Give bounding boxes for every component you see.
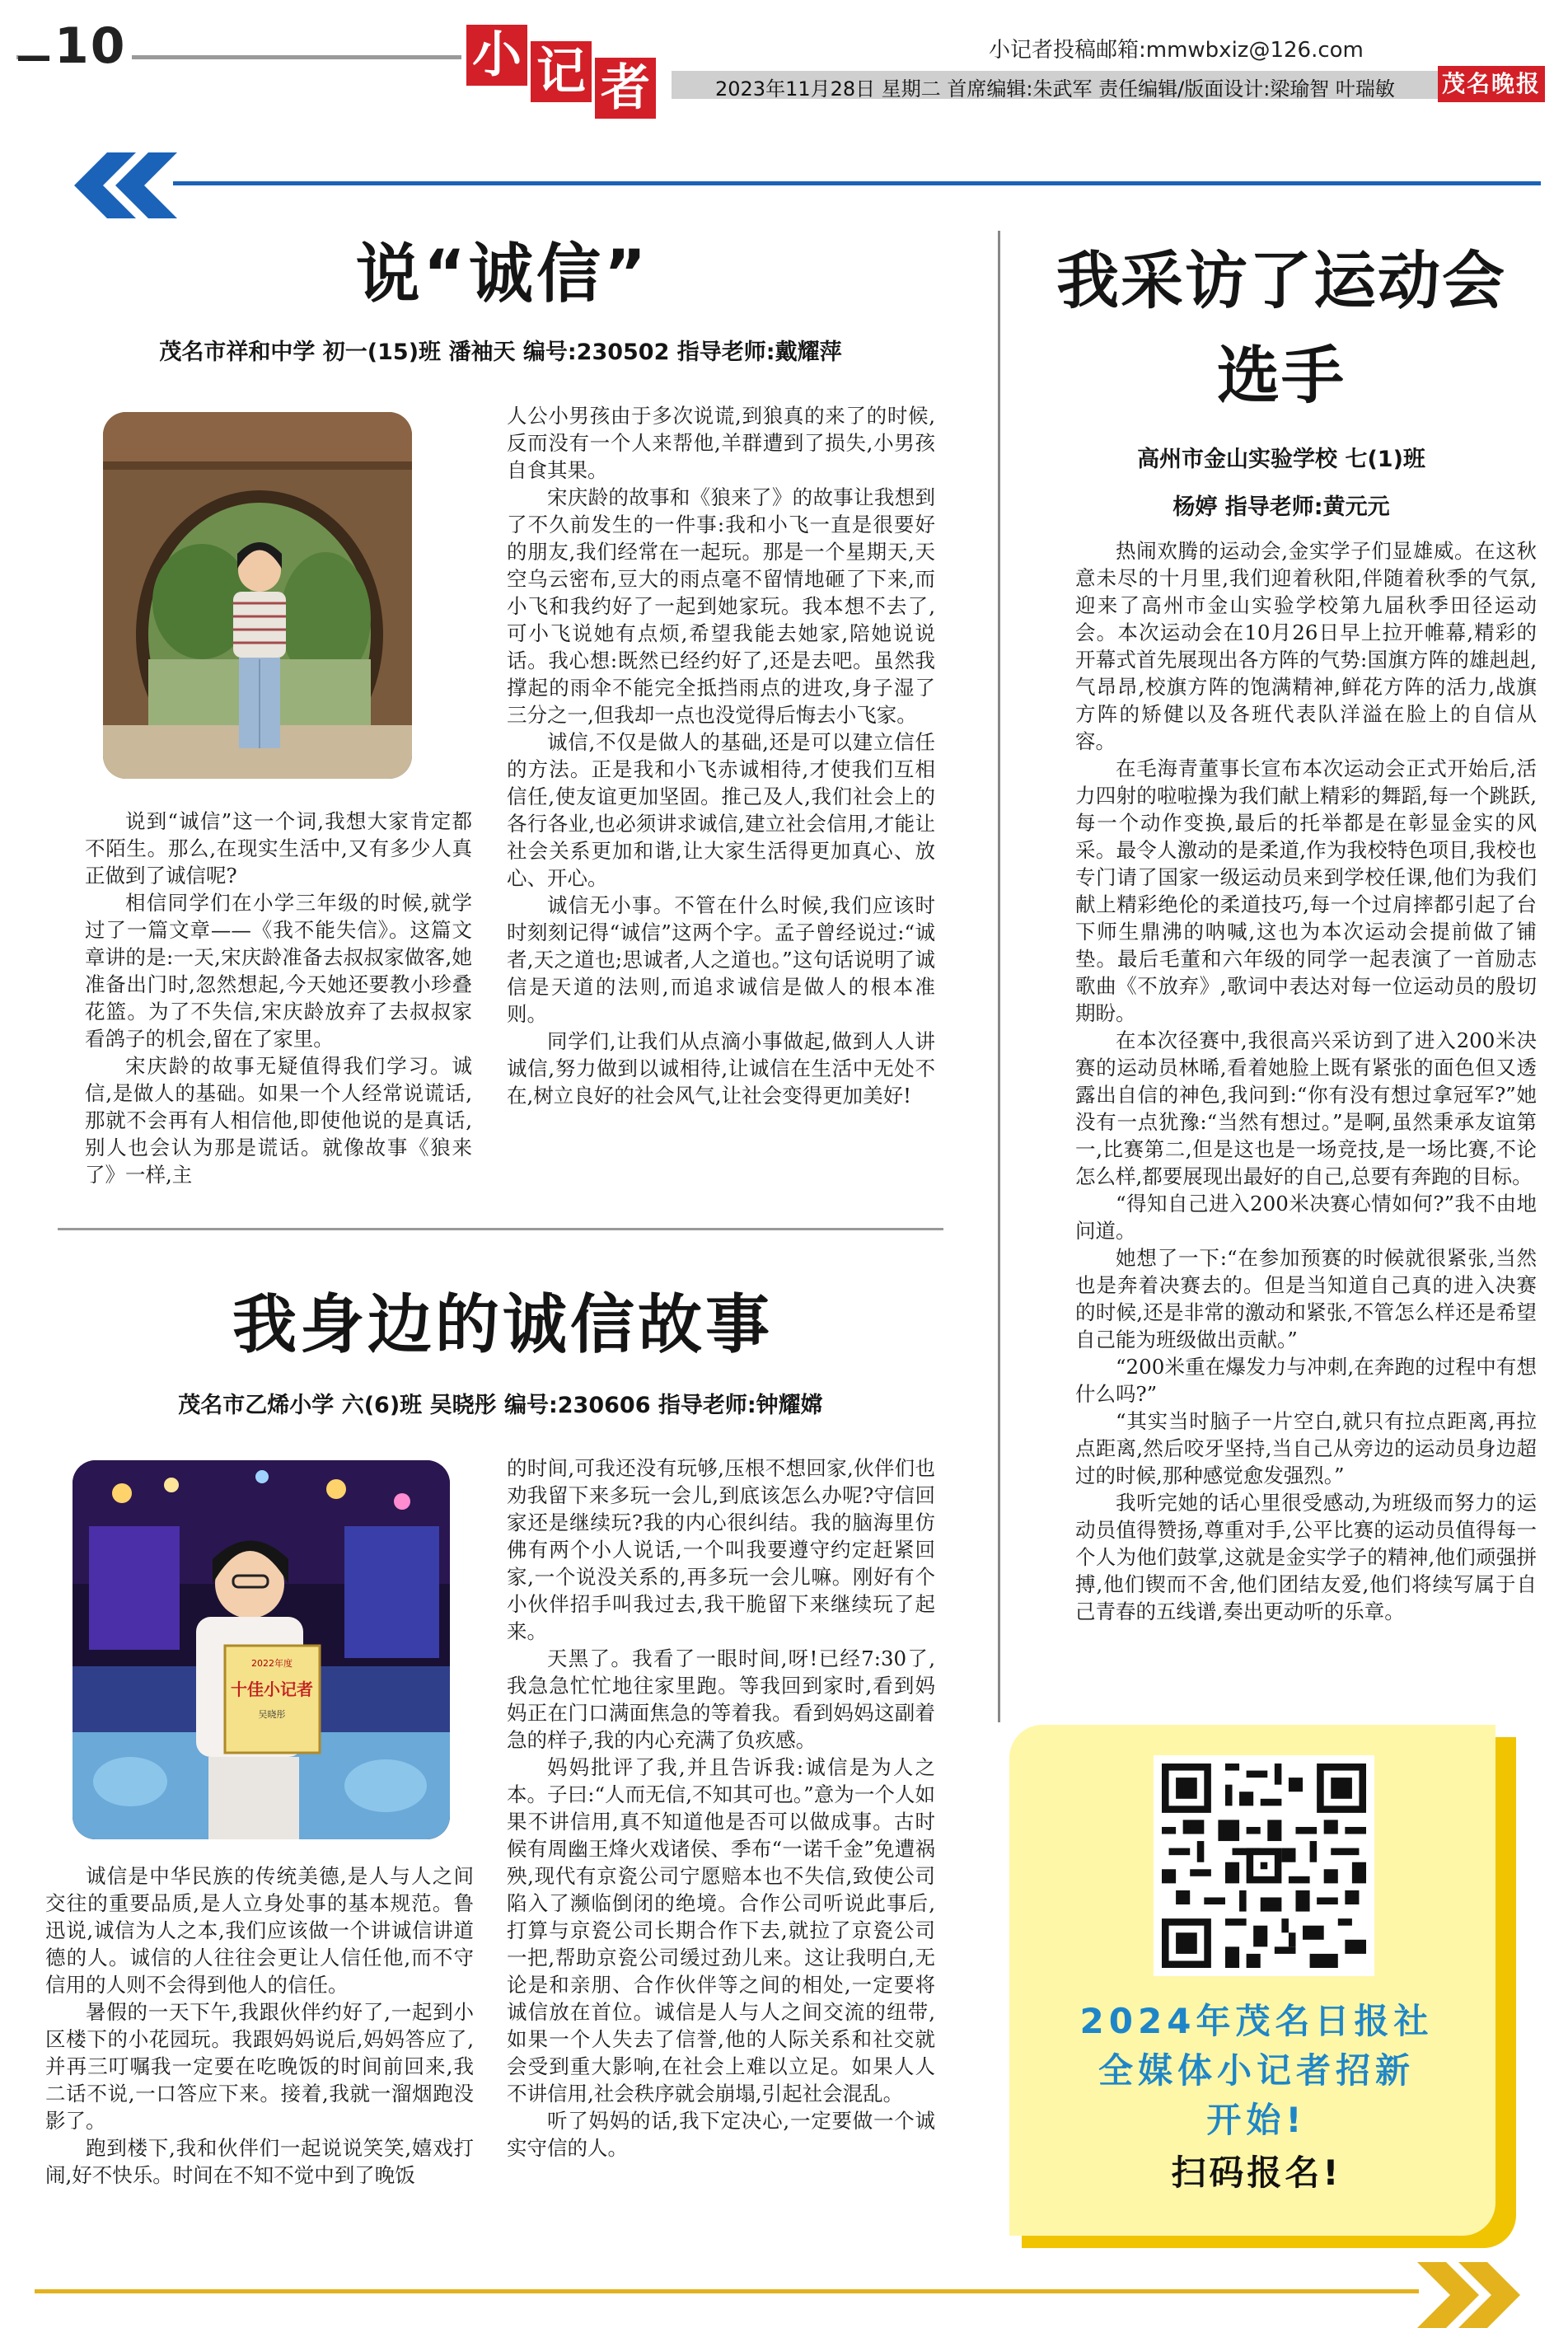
paragraph: 诚信,不仅是做人的基础,还是可以建立信任的方法。正是我和小飞赤诚相待,才使我们互相信任,使友谊更加坚固。推己及人,我们社会上的各行各业,也必须讲求诚信,建立社会信用,才能让社会关系更加和谐,让大家生活得更加真心、放心、开心。: [507, 730, 935, 890]
column-divider: [998, 231, 1000, 1722]
paragraph: 热闹欢腾的运动会,金实学子们显雄威。在这秋意未尽的十月里,我们迎着秋阳,伴随着秋季的气氛,迎来了高州市金山实验学校第九届秋季田径运动会。本次运动会在10月26日早上拉开帷幕,精彩的开幕式首先展现出各方阵的气势:国旗方阵的雄赳赳,气昂昂,校旗方阵的饱满精神,鲜花方阵的活力,战旗方阵的矫健以及各班代表队洋溢在脸上的自信从容。: [1075, 539, 1537, 753]
article3-title-line2: 选手: [1217, 339, 1346, 412]
article2-photo: [73, 1460, 450, 1839]
promo-call-to-action: 扫码报名!: [1171, 2152, 1342, 2193]
page-number: 10: [49, 21, 132, 71]
paragraph: 人公小男孩由于多次说谎,到狼真的来了的时候,反而没有一个人来帮他,羊群遭到了损失,小男孩自食其果。: [507, 404, 935, 482]
article2-byline: 茂名市乙烯小学 六(6)班 吴晓彤 编号:230606 指导老师:钟耀嫦: [178, 1393, 823, 1418]
paragraph: 听了妈妈的话,我下定决心,一定要做一个诚实守信的人。: [507, 2109, 935, 2160]
paragraph: 暑假的一天下午,我跟伙伴约好了,一起到小区楼下的小花园玩。我跟妈妈说后,妈妈答应了,并再三叮嘱我一定要在吃晚饭的时间前回来,我二话不说,一口答应下来。接着,我就一溜烟跑没影了。: [45, 2000, 474, 2133]
article1-photo: [103, 412, 412, 779]
certificate-year: 2022年度: [251, 1658, 293, 1669]
paragraph: 她想了一下:“在参加预赛的时候就很紧张,当然也是奔着决赛去的。但是当知道自己真的进入决赛的时候,还是非常的激动和紧张,不管怎么样还是希望自己能为班级做出贡献。”: [1075, 1246, 1537, 1351]
column-title: [466, 25, 672, 115]
header-meta: 2023年11月28日 星期二 首席编辑:朱武军 责任编辑/版面设计:梁瑜智 叶瑞敏: [715, 77, 1395, 101]
paragraph: 相信同学们在小学三年级的时候,就学过了一篇文章——《我不能失信》。这篇文章讲的是:一天,宋庆龄准备去叔叔家做客,她准备出门时,忽然想起,今天她还要教小珍叠花篮。为了不失信,宋庆龄放弃了去叔叔家看鸽子的机会,留在了家里。: [85, 891, 472, 1051]
promo-line-1: 2024年茂名日报社: [1079, 2001, 1434, 2041]
article2-column2: [507, 1454, 935, 2162]
article3-byline-author: 杨婷 指导老师:黄元元: [1172, 494, 1390, 520]
article1-column1: [85, 808, 472, 1188]
article3-title-line1: 我采访了运动会: [1056, 244, 1506, 317]
paragraph: 跑到楼下,我和伙伴们一起说说笑笑,嬉戏打闹,好不快乐。时间在不知不觉中到了晚饭: [45, 2136, 474, 2187]
paragraph: 诚信无小事。不管在什么时候,我们应该时时刻刻记得“诚信”这两个字。孟子曾经说过:“诚者,天之道也;思诚者,人之道也。”这句话说明了诚信是天道的法则,而追求诚信是做人的根本准则。: [507, 893, 935, 1026]
paragraph: 在毛海青董事长宣布本次运动会正式开始后,活力四射的啦啦操为我们献上精彩的舞蹈,每一个跳跃,每一个动作变换,最后的托举都是在彰显金实的风采。最令人激动的是柔道,作为我校特色项目,我校也专门请了国家一级运动员来到学校任课,他们为我们献上精彩绝伦的柔道技巧,每一个过肩摔都引起了台下师生鼎沸的呐喊,这也为本次运动会提前做了铺垫。最后毛董和六年级的同学一起表演了一首励志歌曲《不放弃》,歌词中表达对每一位运动员的殷切期盼。: [1075, 756, 1537, 1025]
paragraph: 同学们,让我们从点滴小事做起,做到人人讲诚信,努力做到以诚相待,让诚信在生活中无处不在,树立良好的社会风气,让社会变得更加美好!: [507, 1029, 935, 1108]
column-title-char: 者: [595, 58, 656, 119]
article2-title: 我身边的诚信故事: [232, 1288, 773, 1362]
newspaper-logo: 茂名晚报: [1438, 66, 1545, 102]
article-divider: [58, 1228, 943, 1230]
paragraph: 在本次径赛中,我很高兴采访到了进入200米决赛的运动员林晞,看着她脸上既有紧张的面色但又透露出自信的神色,我问到:“你有没有想过拿冠军?”她没有一点犹豫:“当然有想过。”是啊,虽然秉承友谊第一,比赛第二,但是这也是一场竞技,是一场比赛,不论怎么样,都要展现出最好的自己,总要有奔跑的目标。: [1075, 1028, 1537, 1188]
paragraph: “其实当时脑子一片空白,就只有拉点距离,再拉点距离,然后咬牙坚持,当自己从旁边的运动员身边超过的时候,那种感觉愈发强烈。”: [1075, 1409, 1537, 1487]
submission-email: 小记者投稿邮箱:mmwbxiz@126.com: [989, 38, 1364, 63]
paragraph: 宋庆龄的故事无疑值得我们学习。诚信,是做人的基础。如果一个人经常说谎话,那就不会再有人相信他,即使他说的是真话,别人也会认为那是谎话。就像故事《狼来了》一样,主: [85, 1054, 472, 1187]
paragraph: 天黑了。我看了一眼时间,呀!已经7:30了,我急急忙忙地往家里跑。等我回到家时,看到妈妈正在门口满面焦急的等着我。看到妈妈这副着急的样子,我的内心充满了负疚感。: [507, 1646, 935, 1752]
bottom-rule: [35, 2289, 1419, 2293]
top-rule: [173, 181, 1541, 185]
article1-byline: 茂名市祥和中学 初一(15)班 潘袖天 编号:230502 指导老师:戴耀萍: [159, 340, 842, 365]
chevron-right-icon: [1401, 2258, 1533, 2328]
article1-title: 说“诚信”: [355, 237, 650, 311]
paragraph: 妈妈批评了我,并且告诉我:诚信是为人之本。子曰:“人而无信,不知其可也。”意为一个人如果不讲信用,真不知道他是否可以做成事。古时候有周幽王烽火戏诸侯、季布“一诺千金”免遭祸殃,现代有京瓷公司宁愿赔本也不失信,致使公司陷入了濒临倒闭的绝境。合作公司听说此事后,打算与京瓷公司长期合作下去,就拉了京瓷公司一把,帮助京瓷公司缓过劲儿来。这让我明白,无论是和亲朋、合作伙伴等之间的相处,一定要将诚信放在首位。诚信是人与人之间交流的纽带,如果一个人失去了信誉,他的人际关系和社交就会受到重大影响,在社会上难以立足。如果人人不讲信用,社会秩序就会崩塌,引起社会混乱。: [507, 1755, 935, 2106]
certificate-title: 十佳小记者: [231, 1679, 313, 1699]
paragraph: 的时间,可我还没有玩够,压根不想回家,伙伴们也劝我留下来多玩一会儿,到底该怎么办呢?守信回家还是继续玩?我的内心很纠结。我的脑海里仿佛有两个小人说话,一个叫我要遵守约定赶紧回家,一个说没关系的,再多玩一会儿嘛。刚好有个小伙伴招手叫我过去,我干脆留下来继续玩了起来。: [507, 1456, 935, 1643]
article2-column1: [45, 1862, 474, 2189]
article3-byline-school: 高州市金山实验学校 七(1)班: [1137, 447, 1425, 472]
paragraph: 诚信是中华民族的传统美德,是人与人之间交往的重要品质,是人立身处事的基本规范。鲁迅说,诚信为人之本,我们应该做一个讲诚信讲道德的人。诚信的人往往会更让人信任他,而不守信用的人则不会得到他人的信任。: [45, 1864, 474, 1997]
paragraph: 我听完她的话心里很受感动,为班级而努力的运动员值得赞扬,尊重对手,公平比赛的运动员值得每一个人为他们鼓掌,这就是金实学子的精神,他们顽强拼搏,他们锲而不舍,他们团结友爱,他们将续写属于自己青春的五线谱,奏出更动听的乐章。: [1075, 1491, 1537, 1623]
column-title-char: 记: [531, 41, 592, 102]
article1-column2: [507, 402, 935, 1109]
chevron-left-icon: [58, 148, 190, 222]
promo-line-3: 开始!: [1206, 2100, 1307, 2140]
paragraph: 宋庆龄的故事和《狼来了》的故事让我想到了不久前发生的一件事:我和小飞一直是很要好的朋友,我们经常在一起玩。那是一个星期天,天空乌云密布,豆大的雨点毫不留情地砸了下来,而小飞和我约好了一起到她家玩。我本想不去了,可小飞说她有点烦,希望我能去她家,陪她说说话。我心想:既然已经约好了,还是去吧。虽然我撑起的雨伞不能完全抵挡雨点的进攻,身子湿了三分之一,但我却一点也没觉得后悔去小飞家。: [507, 485, 935, 727]
header-dash: [18, 56, 49, 61]
paragraph: “200米重在爆发力与冲刺,在奔跑的过程中有想什么吗?”: [1075, 1355, 1537, 1406]
qr-code-icon[interactable]: [1154, 1755, 1374, 1976]
promo-line-2: 全媒体小记者招新: [1098, 2050, 1415, 2091]
paragraph: 说到“诚信”这一个词,我想大家肯定都不陌生。那么,在现实生活中,又有多少人真正做到了诚信呢?: [85, 809, 472, 888]
column-title-char: 小: [466, 25, 527, 86]
paragraph: “得知自己进入200米决赛心情如何?”我不由地问道。: [1075, 1192, 1537, 1243]
article3-body: [1075, 537, 1537, 1625]
certificate-name: 吴晓彤: [258, 1709, 286, 1720]
